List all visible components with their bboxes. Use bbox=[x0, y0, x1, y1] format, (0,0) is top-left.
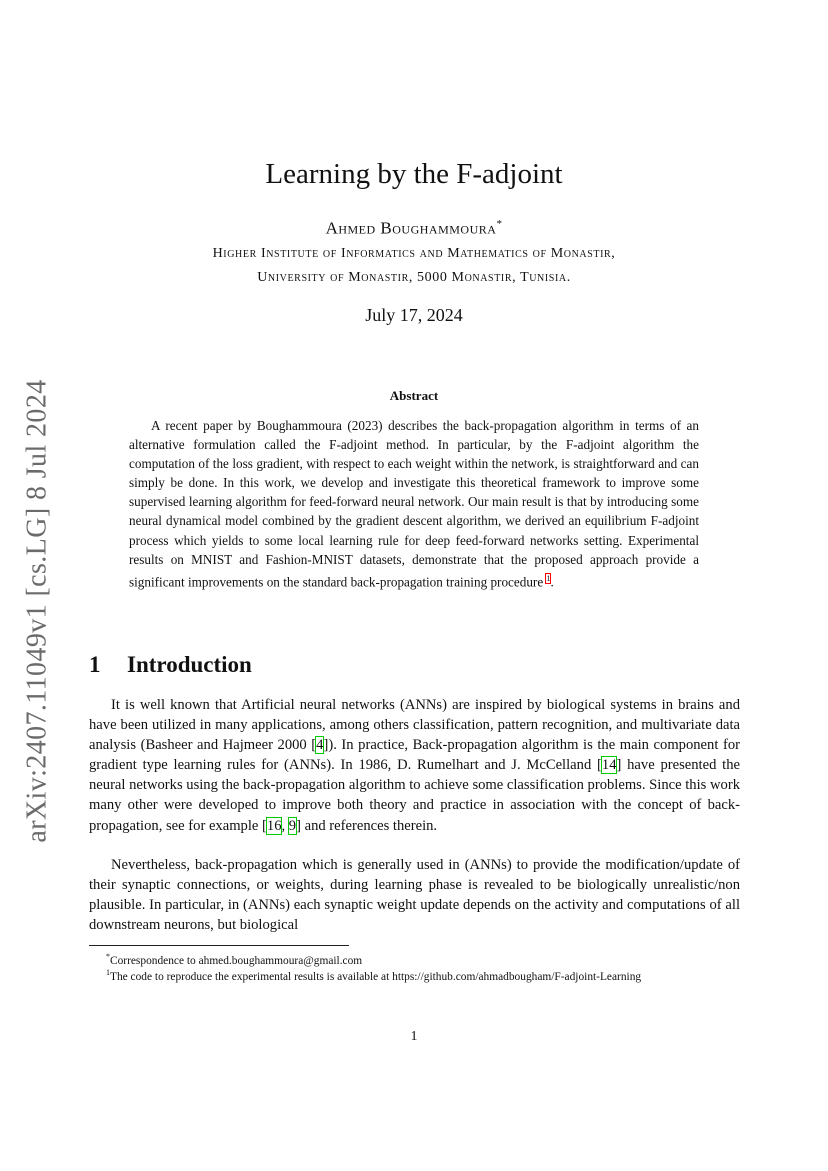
author-name: Ahmed Boughammoura bbox=[325, 218, 497, 238]
affiliation-line-2: University of Monastir, 5000 Monastir, Tunisia. bbox=[257, 270, 571, 285]
paragraph-text: ]). In practice, Back-propagation algorithm is the main component for gradient type learning rules for (ANNs). In 1986, D. Rumelhart and J. McCelland [ bbox=[89, 737, 740, 774]
paper-title: Learning by the F-adjoint bbox=[265, 158, 563, 190]
abstract-body bbox=[129, 416, 699, 591]
abstract-heading: Abstract bbox=[389, 388, 439, 403]
paragraph-text: ] and references therein. bbox=[296, 817, 438, 834]
citation-link-9[interactable]: 9 bbox=[288, 817, 297, 834]
citation-link-14[interactable]: 14 bbox=[601, 757, 617, 774]
abstract-end-punct: . bbox=[550, 574, 554, 590]
arxiv-identifier-stamp bbox=[21, 379, 55, 843]
paragraph-text: It is well known that Artificial neural networks (ANNs) are inspired by biological systems in brains and have been utilized in many applications, among others classification, pattern recognition, and multivariate data analysis (Basheer and Hajmeer 2000 [ bbox=[89, 697, 740, 754]
footnote-text: The code to reproduce the experimental results is available at https://github.com/ahmadbougham/F-adjoint-Learning bbox=[110, 970, 642, 983]
arxiv-identifier-text: arXiv:2407.11049v1 [cs.LG] 8 Jul 2024 bbox=[22, 379, 54, 843]
footnote-divider bbox=[89, 945, 349, 946]
page-number: 1 bbox=[410, 1029, 418, 1044]
section-heading-introduction bbox=[89, 652, 252, 678]
paragraph-text: ] have presented the neural networks using the back-propagation algorithm to achieve some classification problems. Since this work many other were developed to improve both theory and practice in association with the concept of back-propagation, see for example [ bbox=[89, 757, 740, 834]
footnote-code-availability bbox=[89, 965, 740, 985]
intro-paragraph-2: Nevertheless, back-propagation which is generally used in (ANNs) to provide the modification/update of their synaptic connections, or weights, during learning phase is revealed to be biologically unrealistic/non plausible. In particular, in (ANNs) each synaptic weight update depends on the activity and computations of all downstream neurons, but biological bbox=[89, 857, 740, 934]
author-footnote-mark: * bbox=[496, 218, 503, 230]
footnote-mark: * bbox=[106, 952, 110, 961]
footnote-text: Correspondence to ahmed.boughammoura@gmail.com bbox=[110, 954, 363, 967]
citation-link-16[interactable]: 16 bbox=[266, 817, 282, 834]
affiliation-line-1: Higher Institute of Informatics and Mathematics of Monastir, bbox=[212, 246, 616, 261]
citation-link-4[interactable]: 4 bbox=[316, 737, 324, 754]
abstract-text: A recent paper by Boughammoura (2023) describes the back-propagation algorithm in terms of an alternative formulation called the F-adjoint method. In particular, by the F-adjoint algorithm the computation of the loss gradient, with respect to each weight within the network, is straightforward and can simply be done. In this work, we develop and investigate this theoretical framework to improve some supervised learning algorithm for feed-forward neural network. Our main result is that by introducing some neural dynamical model combined by the gradient descent algorithm, we derived an equilibrium F-adjoint process which yields to some local learning rule for deep feed-forward networks setting. Experimental results on MNIST and Fashion-MNIST datasets, demonstrate that the proposed approach provide a significant improvements on the standard back-propagation training procedure bbox=[129, 418, 699, 590]
author-line bbox=[0, 218, 828, 239]
footnote-mark: 1 bbox=[106, 968, 110, 977]
section-title: Introduction bbox=[127, 652, 252, 677]
abstract-footnote-link[interactable]: 1 bbox=[546, 573, 551, 583]
section-number: 1 bbox=[89, 652, 101, 677]
paper-date: July 17, 2024 bbox=[365, 305, 463, 325]
intro-paragraph-1 bbox=[89, 695, 740, 836]
citation-separator: , bbox=[281, 817, 289, 834]
